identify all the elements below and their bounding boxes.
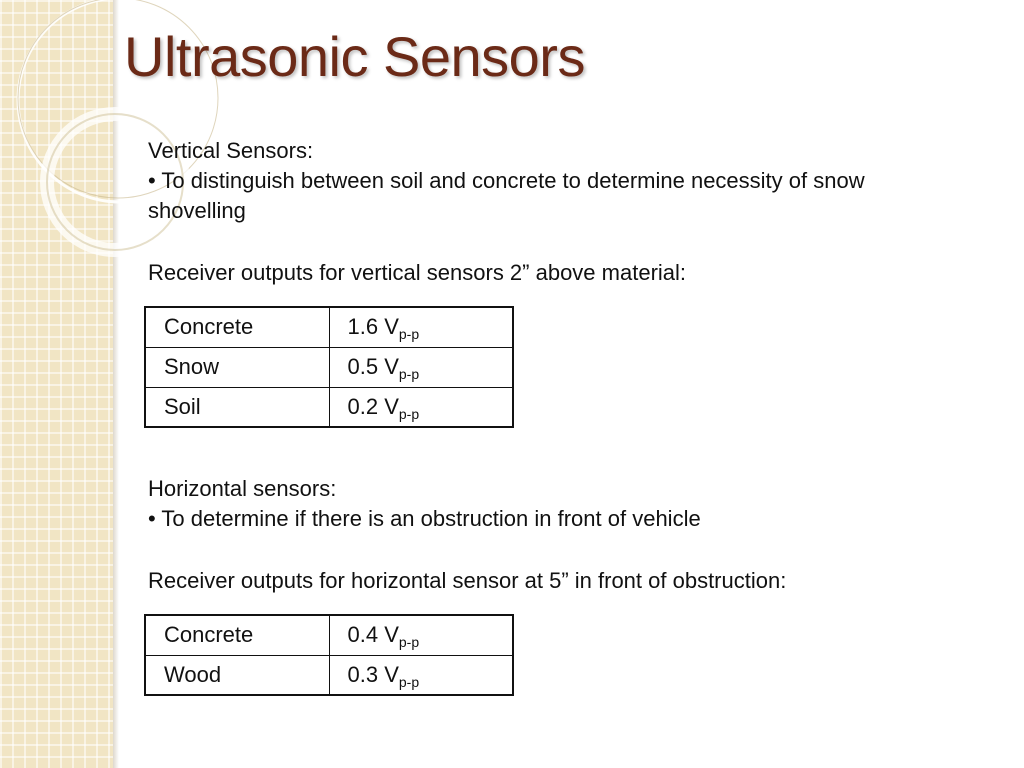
material-cell: Soil — [145, 387, 329, 427]
voltage-cell — [329, 307, 513, 347]
horizontal-sensors-bullet: • To determine if there is an obstruction in front of vehicle — [148, 506, 701, 531]
vertical-output-table — [144, 306, 514, 428]
voltage-value: 0.2 V — [347, 393, 399, 419]
voltage-unit-subscript: p-p — [398, 634, 420, 651]
voltage-unit-subscript: p-p — [398, 366, 420, 382]
voltage-value: 0.5 V — [347, 354, 399, 379]
material-cell: Concrete — [145, 615, 329, 655]
table-row — [145, 655, 513, 695]
table-row — [145, 307, 513, 347]
voltage-value: 1.6 V — [347, 314, 399, 340]
voltage-value: 0.3 V — [347, 661, 399, 687]
vertical-sensors-bullet-continued: shovelling — [148, 198, 246, 223]
slide-title: Ultrasonic Sensors — [124, 25, 585, 88]
table-row — [145, 387, 513, 427]
voltage-unit-subscript: p-p — [398, 673, 420, 690]
voltage-unit-subscript: p-p — [398, 326, 420, 343]
horizontal-output-table — [144, 614, 514, 696]
material-cell: Snow — [145, 347, 329, 387]
table-row — [145, 347, 513, 387]
vertical-table-caption: Receiver outputs for vertical sensors 2” above material: — [148, 260, 687, 285]
table-row — [145, 615, 513, 655]
horizontal-sensors-heading: Horizontal sensors: — [148, 476, 337, 501]
voltage-cell — [329, 615, 513, 655]
material-cell: Concrete — [145, 307, 329, 347]
horizontal-table-caption: Receiver outputs for horizontal sensor at 5” in front of obstruction: — [148, 568, 787, 593]
voltage-cell — [329, 655, 513, 695]
voltage-value: 0.4 V — [347, 622, 399, 648]
vertical-sensors-bullet: • To distinguish between soil and concrete to determine necessity of snow — [148, 168, 865, 193]
material-cell: Wood — [145, 655, 329, 695]
voltage-cell — [329, 347, 513, 387]
voltage-cell — [329, 387, 513, 427]
vertical-sensors-heading: Vertical Sensors: — [148, 138, 314, 163]
voltage-unit-subscript: p-p — [398, 405, 420, 422]
